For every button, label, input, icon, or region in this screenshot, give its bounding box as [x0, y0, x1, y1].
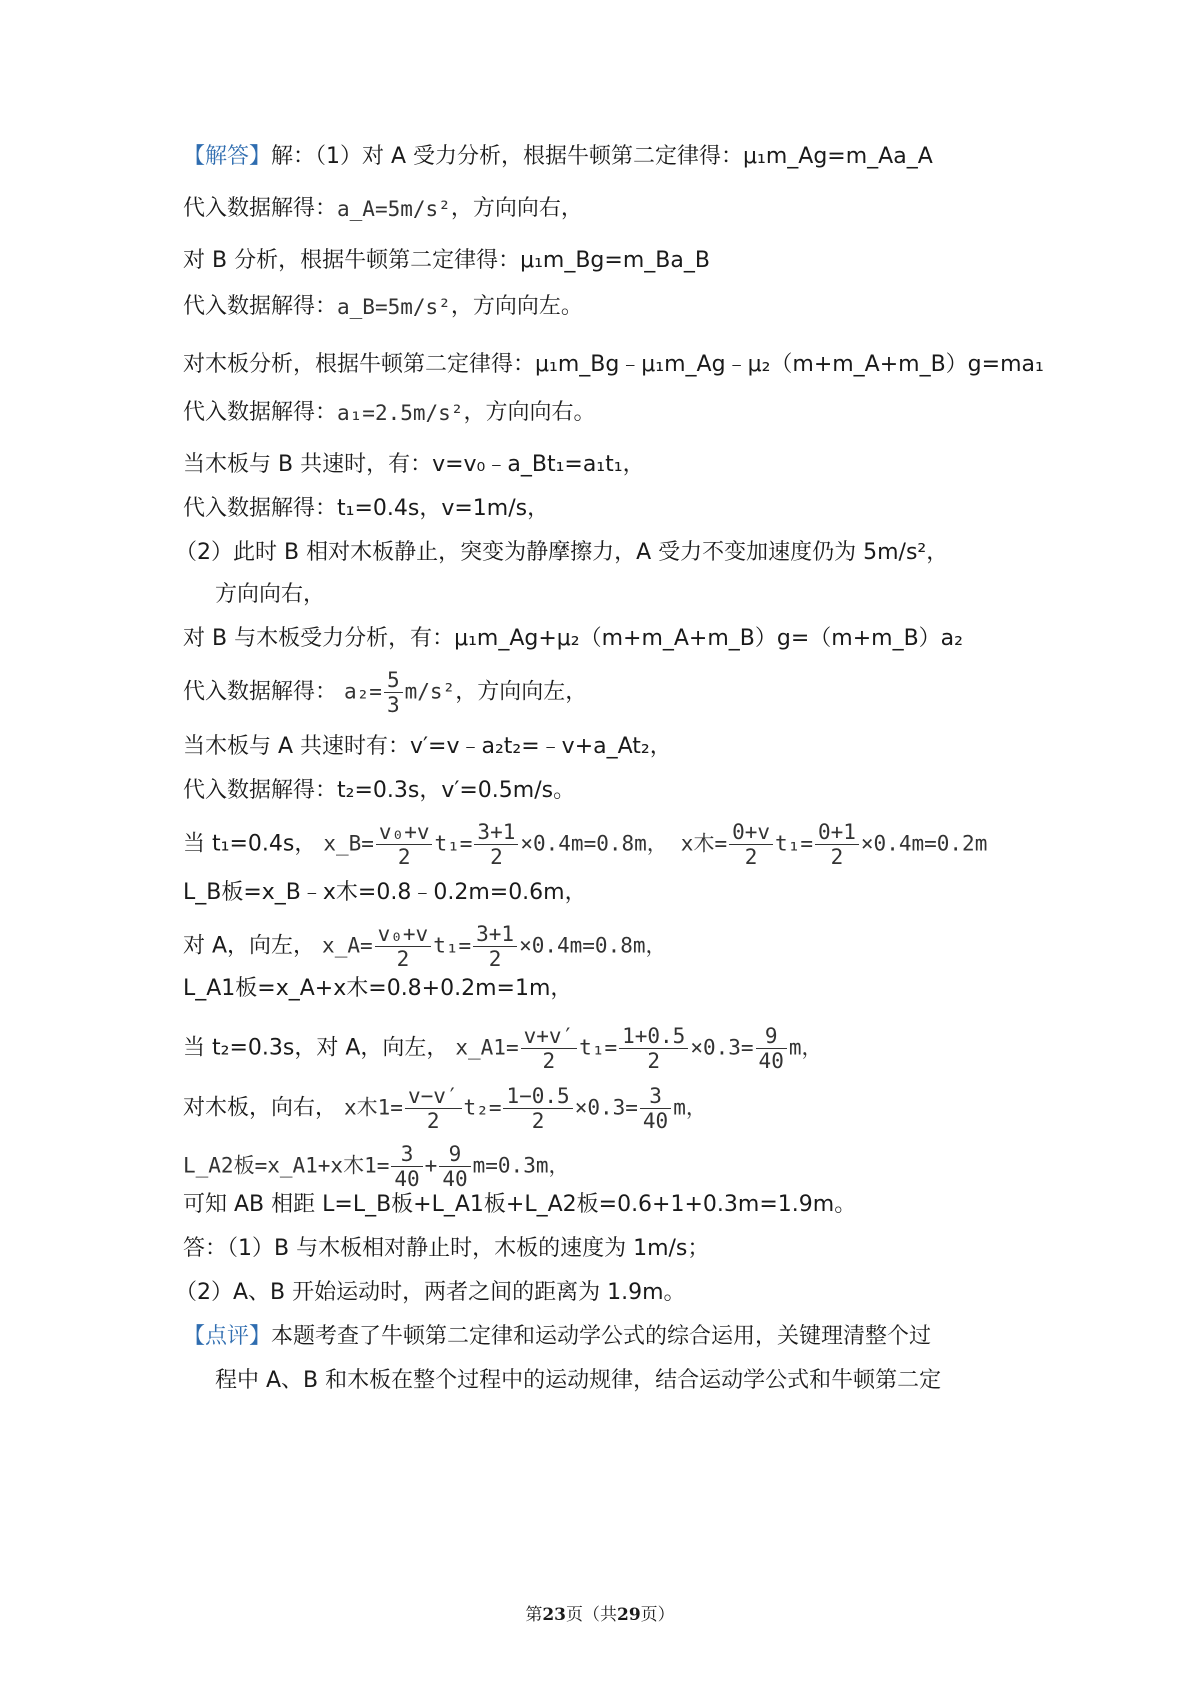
footer-text: 第	[525, 1605, 543, 1625]
denominator: 2	[490, 845, 503, 869]
answer-line-2	[183, 194, 583, 224]
line-text: 程中 A、B 和木板在整个过程中的运动规律，结合运动学公式和牛顿第二定	[215, 1368, 942, 1393]
answer-line-17	[183, 922, 667, 971]
answer-line-22	[183, 1190, 856, 1220]
answer-line-13	[183, 732, 672, 762]
answer-line-7	[183, 450, 645, 480]
formula-part: ×0.3=	[690, 1035, 754, 1060]
numerator: 1+0.5	[619, 1024, 688, 1049]
line-text: L_A1板=x_A+x木=0.8+0.2m=1m，	[183, 976, 573, 1001]
formula-part: x_A1=	[455, 1035, 519, 1060]
denominator: 40	[642, 1109, 669, 1133]
answer-line-4	[183, 292, 583, 322]
answer-line-3	[183, 246, 710, 276]
denominator: 2	[744, 845, 758, 869]
fraction	[391, 1142, 422, 1191]
line-text: 本题考查了牛顿第二定律和运动学公式的综合运用，关键理清整个过	[271, 1324, 932, 1349]
formula-part: x_A=	[322, 933, 373, 958]
footer-text: 页（共	[566, 1605, 617, 1625]
line-text: 代入数据解得：	[183, 294, 338, 319]
numerator: v+v′	[521, 1024, 578, 1049]
denominator: 3	[386, 693, 400, 717]
formula-part: m，	[788, 1035, 823, 1060]
line-text: 对木板，向右，	[183, 1095, 338, 1121]
formula-part: +	[424, 1153, 438, 1178]
formula-image	[344, 1084, 707, 1133]
numerator: 0+v	[729, 820, 773, 845]
formula-part: L_A2板=x_A1+x木1=	[183, 1153, 390, 1178]
formula-image	[183, 1142, 569, 1191]
line-text: 代入数据解得：t₁=0.4s，v=1m/s，	[183, 496, 550, 521]
line-text: 当 t₂=0.3s，对 A，向左，	[183, 1035, 449, 1061]
line-text: ，方向向左。	[450, 294, 583, 319]
line-text: 解：（1）对 A 受力分析，根据牛顿第二定律得：μ₁m_Ag=m_Aa_A	[271, 144, 933, 169]
formula-part: ×0.3=	[574, 1095, 638, 1120]
numerator: 9	[756, 1024, 787, 1049]
formula-part: ×0.4m=0.8m，	[519, 933, 667, 958]
formula-image	[455, 1024, 822, 1073]
answer-line-19	[183, 1024, 823, 1073]
page-footer	[0, 1600, 1200, 1625]
line-text: 代入数据解得：t₂=0.3s，v′=0.5m/s。	[183, 778, 576, 803]
denominator: 2	[396, 947, 410, 971]
fraction	[815, 820, 859, 869]
comment-line-2	[215, 1366, 941, 1396]
fraction	[756, 1024, 787, 1073]
denominator: 2	[542, 1049, 556, 1073]
denominator: 2	[830, 845, 844, 869]
numerator: 0+1	[815, 820, 859, 845]
formula-part: m=0.3m，	[472, 1153, 570, 1178]
line-text: ，方向向左，	[455, 679, 588, 705]
line-text: 可知 AB 相距 L=L_B板+L_A1板+L_A2板=0.6+1+0.3m=1.9m。	[183, 1192, 857, 1217]
numerator: 5	[384, 668, 403, 693]
fraction	[376, 820, 433, 869]
answer-line-12	[183, 668, 587, 717]
denominator: 2	[647, 1049, 661, 1073]
line-text: 当 t₁=0.4s，	[183, 831, 317, 857]
answer-line-23	[183, 1234, 709, 1264]
formula-image: a₁=2.5m/s²	[337, 401, 464, 425]
line-text: 对 A，向左，	[183, 933, 316, 959]
answer-line-15	[183, 820, 987, 869]
formula-image	[344, 668, 455, 717]
line-text: L_B板=x_B﹣x木=0.8﹣0.2m=0.6m，	[183, 880, 587, 905]
formula-part: t₁=	[775, 831, 813, 856]
answer-line-16	[183, 878, 587, 908]
formula-image: a_B=5m/s²	[337, 295, 451, 319]
formula-image: a_A=5m/s²	[337, 197, 451, 221]
answer-line-21	[183, 1142, 569, 1191]
fraction	[619, 1024, 688, 1073]
formula-part: x_B=	[323, 831, 374, 856]
denominator: 40	[442, 1167, 468, 1191]
line-text: 对 B 与木板受力分析，有：μ₁m_Ag+μ₂（m+m_A+m_B）g=（m+m_B）a₂	[183, 626, 963, 651]
fraction	[729, 820, 773, 869]
answer-line-24	[175, 1278, 686, 1308]
line-text: 对木板分析，根据牛顿第二定律得：μ₁m_Bg﹣μ₁m_Ag﹣μ₂（m+m_A+m_B）g=ma₁	[183, 352, 1044, 377]
formula-part: ×0.4m=0.2m	[860, 831, 988, 856]
answer-line-14	[183, 776, 575, 806]
formula-image	[323, 820, 667, 869]
page-number: 23	[542, 1605, 566, 1625]
answer-line-11	[183, 624, 963, 654]
fraction	[439, 1142, 470, 1191]
denominator: 2	[488, 947, 502, 971]
fraction	[474, 820, 518, 869]
numerator: v₀+v	[375, 922, 432, 947]
page-total: 29	[617, 1605, 641, 1625]
fraction	[384, 668, 403, 717]
fraction	[640, 1084, 671, 1133]
line-text: 代入数据解得：	[183, 196, 338, 221]
denominator: 2	[531, 1109, 545, 1133]
formula-part: m/s²	[404, 679, 456, 704]
numerator: 3+1	[474, 820, 518, 845]
fraction	[405, 1084, 462, 1133]
comment-tag: 【点评】	[183, 1324, 272, 1349]
comment-line-1	[183, 1322, 931, 1352]
formula-part: m，	[673, 1095, 707, 1120]
formula-part: t₂=	[463, 1095, 502, 1120]
fraction	[521, 1024, 578, 1073]
answer-tag: 【解答】	[183, 144, 272, 169]
formula-part: x木1=	[344, 1095, 403, 1120]
line-text: ，方向向右。	[463, 400, 596, 425]
formula-part: t₁=	[433, 933, 472, 958]
answer-line-10	[215, 580, 325, 610]
line-text: 方向向右，	[215, 582, 326, 607]
fraction	[375, 922, 432, 971]
line-text: 当木板与 B 共速时，有：v=v₀﹣a_Bt₁=a₁t₁，	[183, 452, 645, 477]
answer-line-1	[183, 142, 933, 172]
numerator: v−v′	[405, 1084, 462, 1109]
footer-text: 页）	[640, 1605, 675, 1625]
line-text: （2）此时 B 相对木板静止，突变为静摩擦力，A 受力不变加速度仍为 5m/s²，	[175, 540, 949, 565]
formula-image	[681, 820, 988, 869]
answer-line-9	[175, 538, 948, 568]
denominator: 40	[394, 1167, 420, 1191]
numerator: 3	[640, 1084, 671, 1109]
answer-line-20	[183, 1084, 707, 1133]
line-text: 代入数据解得：	[183, 400, 338, 425]
numerator: 1−0.5	[503, 1084, 572, 1109]
formula-part: x木=	[680, 831, 728, 856]
numerator: 9	[439, 1142, 470, 1167]
line-text: 代入数据解得：	[183, 679, 338, 705]
formula-part: ×0.4m=0.8m，	[520, 831, 668, 856]
numerator: v₀+v	[376, 820, 433, 845]
line-text: 当木板与 A 共速时有：v′=v﹣a₂t₂=﹣v+a_At₂，	[183, 734, 672, 759]
line-text: （2）A、B 开始运动时，两者之间的距离为 1.9m。	[175, 1280, 686, 1305]
line-text: 答：（1）B 与木板相对静止时，木板的速度为 1m/s；	[183, 1236, 710, 1261]
formula-part: t₁=	[434, 831, 473, 856]
denominator: 2	[397, 845, 411, 869]
fraction	[503, 1084, 572, 1133]
fraction	[473, 922, 517, 971]
formula-part: t₁=	[579, 1035, 618, 1060]
numerator: 3+1	[473, 922, 517, 947]
line-text: ，方向向右，	[450, 196, 583, 221]
denominator: 2	[426, 1109, 440, 1133]
answer-line-8	[183, 494, 549, 524]
line-text: 对 B 分析，根据牛顿第二定律得：μ₁m_Bg=m_Ba_B	[183, 248, 710, 273]
formula-part: a₂=	[344, 679, 382, 704]
formula-image	[322, 922, 666, 971]
denominator: 40	[758, 1049, 784, 1073]
answer-line-5	[183, 350, 1044, 380]
numerator: 3	[391, 1142, 422, 1167]
answer-line-18	[183, 974, 572, 1004]
answer-line-6	[183, 398, 595, 428]
